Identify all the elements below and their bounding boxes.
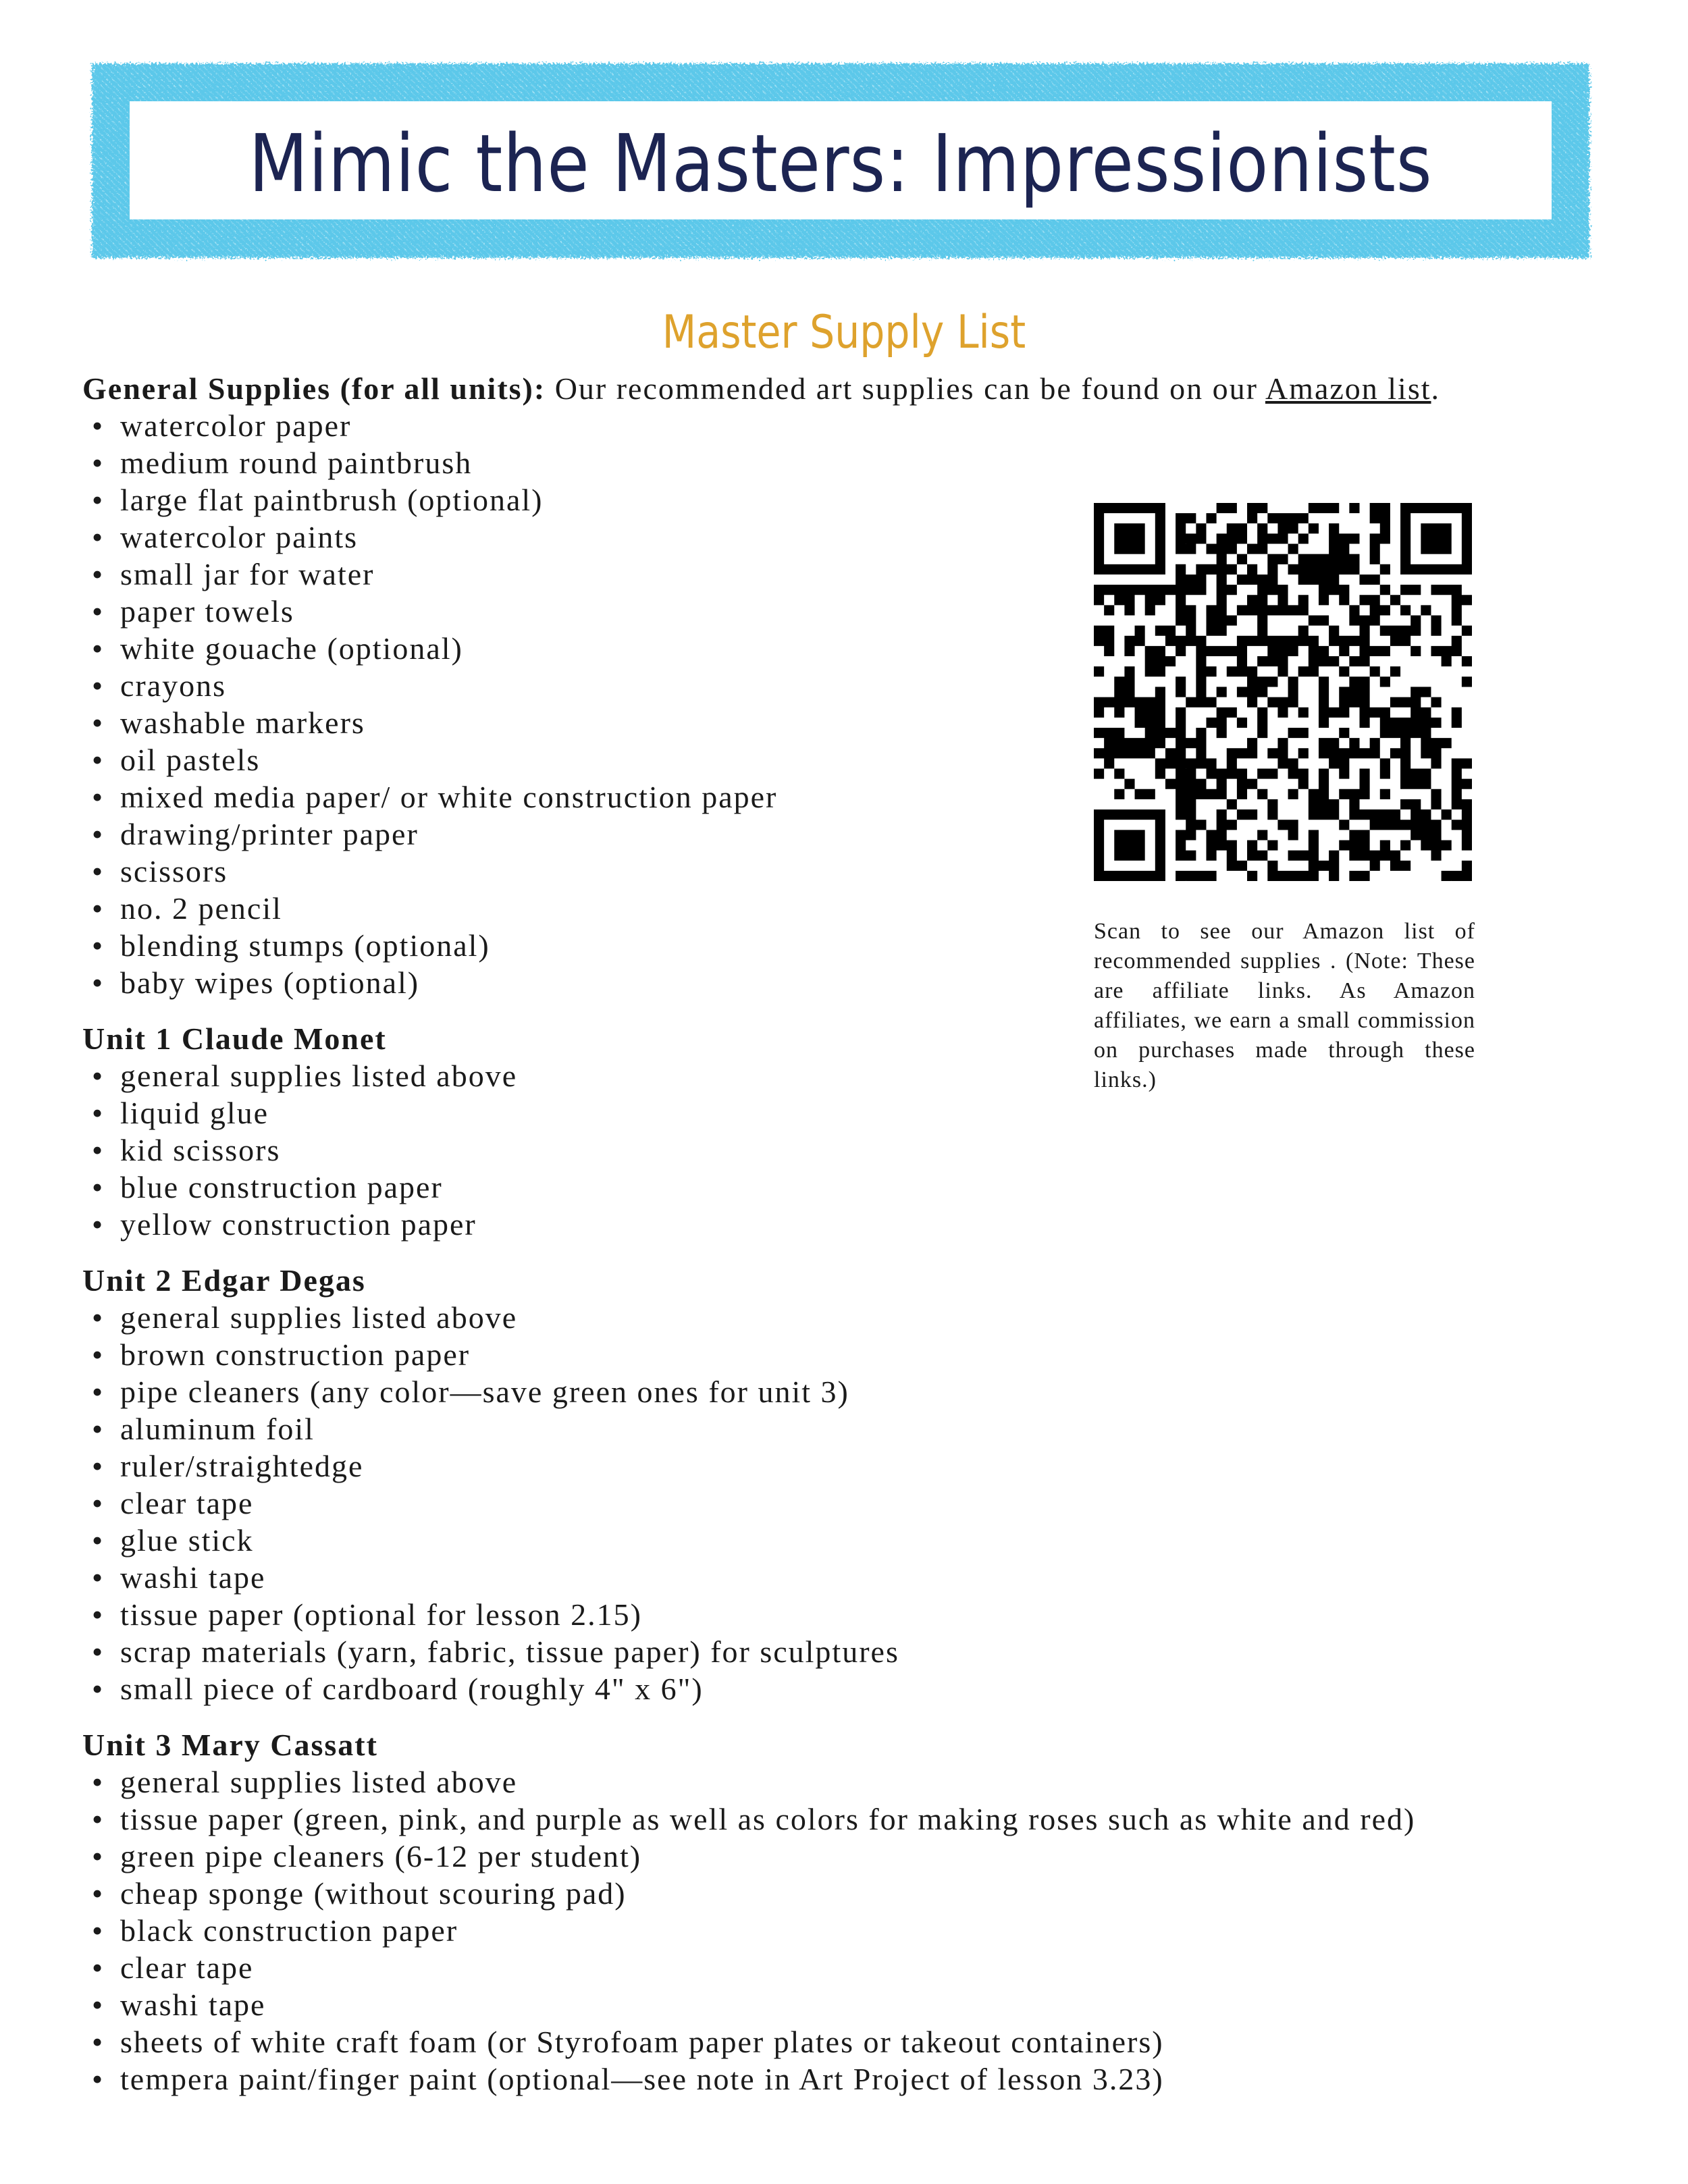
list-item: • green pipe cleaners (6-12 per student): [82, 1838, 1608, 1875]
list-item: • clear tape: [82, 1949, 1608, 1986]
list-item: • small jar for water: [82, 556, 1608, 593]
unit-2-title: Unit 2 Edgar Degas: [82, 1263, 366, 1298]
general-supplies-intro: [82, 370, 1608, 407]
list-item: • liquid glue: [82, 1094, 1608, 1131]
list-item: • blending stumps (optional): [82, 927, 1608, 964]
unit-3-title: Unit 3 Mary Cassatt: [82, 1728, 378, 1762]
list-item: • general supplies listed above: [82, 1299, 1608, 1336]
list-item: • no. 2 pencil: [82, 890, 1608, 927]
qr-caption: Scan to see our Amazon list of recommended supplies . (Note: These are affiliate links. As Amazon affiliates, we earn a small commission on purchases made through these links.): [1094, 919, 1475, 1092]
list-item: • crayons: [82, 667, 1608, 704]
page-title: Mimic the Masters: Impressionists: [248, 117, 1433, 210]
list-item: • watercolor paints: [82, 518, 1608, 556]
unit-1-title: Unit 1 Claude Monet: [82, 1021, 387, 1056]
list-item: • mixed media paper/ or white construction paper: [82, 778, 1608, 816]
list-item: • kid scissors: [82, 1131, 1608, 1169]
list-item: • cheap sponge (without scouring pad): [82, 1875, 1608, 1912]
list-item: • small piece of cardboard (roughly 4" x 6"): [82, 1670, 1608, 1707]
general-supplies-text: Our recommended art supplies can be found on our: [546, 371, 1265, 406]
list-item: • brown construction paper: [82, 1336, 1608, 1373]
list-item: • yellow construction paper: [82, 1206, 1608, 1243]
list-item: • black construction paper: [82, 1912, 1608, 1949]
list-item: • washi tape: [82, 1986, 1608, 2023]
list-item: • clear tape: [82, 1485, 1608, 1522]
list-item: • glue stick: [82, 1522, 1608, 1559]
list-item: • tissue paper (optional for lesson 2.15): [82, 1596, 1608, 1633]
list-item: • washi tape: [82, 1559, 1608, 1596]
unit-2-list: [82, 1299, 1608, 1707]
list-item: • oil pastels: [82, 741, 1608, 778]
list-item: • watercolor paper: [82, 407, 1608, 444]
list-item: • aluminum foil: [82, 1410, 1608, 1447]
list-item: • drawing/printer paper: [82, 816, 1608, 853]
qr-code-icon[interactable]: [1094, 503, 1472, 881]
general-supplies-heading: General Supplies (for all units):: [82, 371, 546, 406]
list-item: • blue construction paper: [82, 1169, 1608, 1206]
page-subtitle: Master Supply List: [662, 306, 1026, 359]
list-item: • tempera paint/finger paint (optional—see note in Art Project of lesson 3.23): [82, 2060, 1608, 2098]
list-item: • scissors: [82, 853, 1608, 890]
list-item: • white gouache (optional): [82, 630, 1608, 667]
list-item: • baby wipes (optional): [82, 964, 1608, 1001]
list-item: • general supplies listed above: [82, 1057, 1608, 1094]
list-item: • general supplies listed above: [82, 1763, 1608, 1801]
list-item: • ruler/straightedge: [82, 1447, 1608, 1485]
list-item: • tissue paper (green, pink, and purple as well as colors for making roses such as white and red): [82, 1801, 1608, 1838]
list-item: • scrap materials (yarn, fabric, tissue paper) for sculptures: [82, 1633, 1608, 1670]
list-item: • medium round paintbrush: [82, 444, 1608, 481]
list-item: • large flat paintbrush (optional): [82, 481, 1608, 518]
qr-code-graphic: [1094, 503, 1472, 881]
list-item: • pipe cleaners (any color—save green ones for unit 3): [82, 1373, 1608, 1410]
list-item: • washable markers: [82, 704, 1608, 741]
list-item: • paper towels: [82, 593, 1608, 630]
general-supplies-period: .: [1431, 371, 1441, 406]
title-banner: [88, 59, 1593, 262]
unit-3-list: [82, 1763, 1608, 2098]
list-item: • sheets of white craft foam (or Styrofoam paper plates or takeout containers): [82, 2023, 1608, 2060]
amazon-list-link[interactable]: Amazon list: [1265, 371, 1431, 406]
